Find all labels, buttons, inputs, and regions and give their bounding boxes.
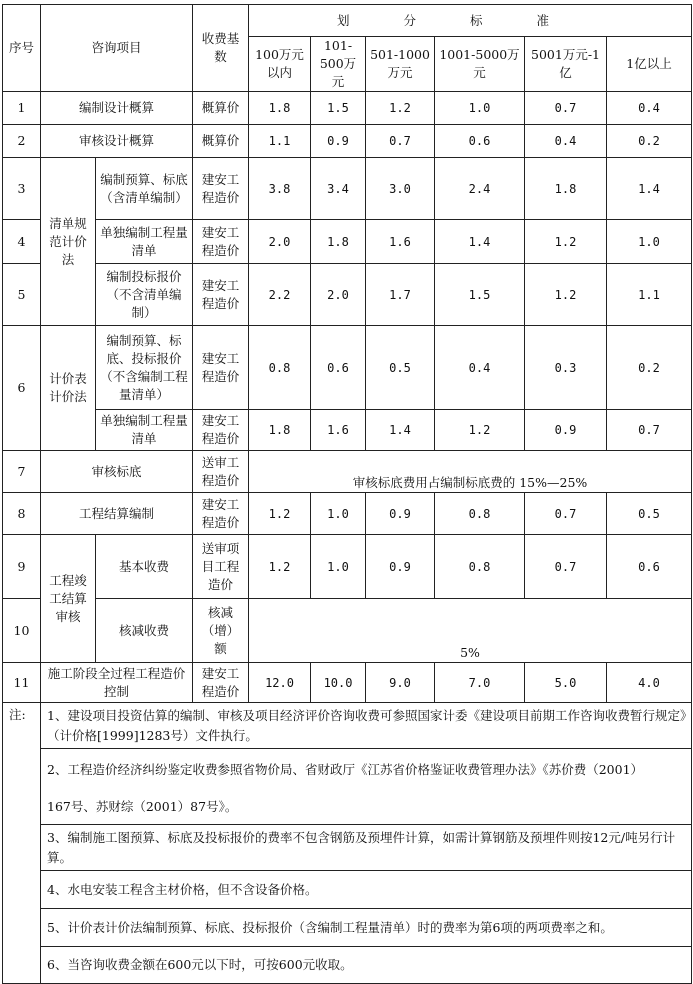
rate-cell: 0.5 xyxy=(607,493,692,535)
row-number: 1 xyxy=(3,92,41,125)
group-label: 工程竣工结算审核 xyxy=(41,535,96,663)
range-header: 100万元以内 xyxy=(249,37,311,92)
rate-cell: 1.4 xyxy=(435,220,525,264)
rate-cell: 1.4 xyxy=(607,158,692,220)
header-seq: 序号 xyxy=(3,5,41,92)
row-number: 3 xyxy=(3,158,41,220)
row-item: 核减收费 xyxy=(96,599,193,663)
range-header: 501-1000万元 xyxy=(366,37,435,92)
rate-cell: 0.7 xyxy=(366,125,435,158)
rate-cell: 0.6 xyxy=(607,535,692,599)
rate-cell: 2.4 xyxy=(435,158,525,220)
row-item: 编制预算、标底、投标报价（不含编制工程量清单） xyxy=(96,326,193,410)
note-item: 5、计价表计价法编制预算、标底、投标报价（含编制工程量清单）时的费率为第6项的两项费率之和。 xyxy=(41,909,692,947)
row-basis: 建安工程造价 xyxy=(193,264,249,326)
rate-cell: 1.8 xyxy=(525,158,607,220)
table-row xyxy=(3,410,692,451)
note-item: 6、当咨询收费金额在600元以下时，可按600元收取。 xyxy=(41,947,692,984)
note-item: 4、水电安装工程含主材价格，但不含设备价格。 xyxy=(41,871,692,909)
header-item: 咨询项目 xyxy=(41,5,193,92)
rate-cell: 0.4 xyxy=(435,326,525,410)
rate-cell: 0.7 xyxy=(525,535,607,599)
row-item: 审核设计概算 xyxy=(41,125,193,158)
row-item: 单独编制工程量清单 xyxy=(96,410,193,451)
table-row xyxy=(3,535,692,599)
row-item: 编制设计概算 xyxy=(41,92,193,125)
rate-cell: 10.0 xyxy=(311,663,366,703)
rate-cell: 0.5 xyxy=(366,326,435,410)
row-note: 5% xyxy=(249,599,692,663)
header-division: 划分标准 xyxy=(249,5,692,37)
rate-cell: 0.4 xyxy=(525,125,607,158)
rate-cell: 0.2 xyxy=(607,326,692,410)
rate-cell: 1.2 xyxy=(525,264,607,326)
note-item: 3、编制施工图预算、标底及投标报价的费率不包含钢筋及预埋件计算，如需计算钢筋及预埋件则按12元/吨另行计算。 xyxy=(41,825,692,871)
table-row xyxy=(3,92,692,125)
rate-cell: 1.7 xyxy=(366,264,435,326)
rate-cell: 12.0 xyxy=(249,663,311,703)
rate-cell: 1.8 xyxy=(249,410,311,451)
row-number: 10 xyxy=(3,599,41,663)
row-item: 审核标底 xyxy=(41,451,193,493)
rate-cell: 0.7 xyxy=(525,92,607,125)
table-row xyxy=(3,663,692,703)
row-number: 8 xyxy=(3,493,41,535)
rate-cell: 1.6 xyxy=(311,410,366,451)
row-basis: 概算价 xyxy=(193,125,249,158)
rate-cell: 4.0 xyxy=(607,663,692,703)
rate-cell: 1.1 xyxy=(249,125,311,158)
header-row xyxy=(3,5,692,37)
note-item: 2、工程造价经济纠纷鉴定收费参照省物价局、省财政厅《江苏省价格鉴证收费管理办法》《苏价费（2001） xyxy=(41,749,692,791)
note-row xyxy=(3,909,692,947)
row-number: 2 xyxy=(3,125,41,158)
rate-cell: 1.0 xyxy=(607,220,692,264)
row-number: 11 xyxy=(3,663,41,703)
rate-cell: 0.7 xyxy=(525,493,607,535)
table-row xyxy=(3,599,692,663)
row-basis: 建安工程造价 xyxy=(193,493,249,535)
table-row xyxy=(3,326,692,410)
row-number: 7 xyxy=(3,451,41,493)
row-basis: 建安工程造价 xyxy=(193,220,249,264)
rate-cell: 1.8 xyxy=(311,220,366,264)
rate-cell: 9.0 xyxy=(366,663,435,703)
rate-cell: 7.0 xyxy=(435,663,525,703)
header-basis: 收费基数 xyxy=(193,5,249,92)
notes-label: 注: xyxy=(3,703,41,984)
rate-cell: 3.0 xyxy=(366,158,435,220)
note-row xyxy=(3,703,692,749)
rate-cell: 0.9 xyxy=(366,493,435,535)
rate-cell: 1.2 xyxy=(249,535,311,599)
rate-cell: 0.8 xyxy=(435,535,525,599)
row-number: 9 xyxy=(3,535,41,599)
rate-cell: 0.6 xyxy=(311,326,366,410)
rate-cell: 5.0 xyxy=(525,663,607,703)
rate-cell: 0.3 xyxy=(525,326,607,410)
rate-cell: 2.2 xyxy=(249,264,311,326)
row-number: 5 xyxy=(3,264,41,326)
rate-cell: 1.5 xyxy=(435,264,525,326)
fee-standard-table xyxy=(2,4,692,984)
rate-cell: 2.0 xyxy=(249,220,311,264)
row-item: 单独编制工程量清单 xyxy=(96,220,193,264)
table-row xyxy=(3,158,692,220)
note-item: 167号、苏财综（2001）87号》。 xyxy=(41,791,692,825)
rate-cell: 1.8 xyxy=(249,92,311,125)
range-header: 101-500万元 xyxy=(311,37,366,92)
rate-cell: 1.2 xyxy=(366,92,435,125)
row-basis: 建安工程造价 xyxy=(193,663,249,703)
note-row xyxy=(3,871,692,909)
group-label: 计价表计价法 xyxy=(41,326,96,451)
row-item: 编制投标报价（不含清单编制） xyxy=(96,264,193,326)
row-item: 基本收费 xyxy=(96,535,193,599)
rate-cell: 1.0 xyxy=(435,92,525,125)
note-item: 1、建设项目投资估算的编制、审核及项目经济评价咨询收费可参照国家计委《建设项目前期工作咨询收费暂行规定》（计价格[1999]1283号）文件执行。 xyxy=(41,703,692,749)
rate-cell: 1.2 xyxy=(435,410,525,451)
range-header: 5001万元-1亿 xyxy=(525,37,607,92)
rate-cell: 1.1 xyxy=(607,264,692,326)
rate-cell: 1.6 xyxy=(366,220,435,264)
rate-cell: 1.2 xyxy=(525,220,607,264)
row-basis: 建安工程造价 xyxy=(193,158,249,220)
rate-cell: 0.7 xyxy=(607,410,692,451)
range-header: 1亿以上 xyxy=(607,37,692,92)
row-item: 施工阶段全过程工程造价控制 xyxy=(41,663,193,703)
note-row xyxy=(3,947,692,984)
table-row xyxy=(3,125,692,158)
range-header: 1001-5000万元 xyxy=(435,37,525,92)
rate-cell: 0.2 xyxy=(607,125,692,158)
row-basis: 概算价 xyxy=(193,92,249,125)
rate-cell: 3.8 xyxy=(249,158,311,220)
rate-cell: 0.6 xyxy=(435,125,525,158)
rate-cell: 0.9 xyxy=(366,535,435,599)
rate-cell: 3.4 xyxy=(311,158,366,220)
row-item: 工程结算编制 xyxy=(41,493,193,535)
row-note: 审核标底费用占编制标底费的 15%—25% xyxy=(249,451,692,493)
rate-cell: 0.8 xyxy=(435,493,525,535)
rate-cell: 0.4 xyxy=(607,92,692,125)
row-basis: 建安工程造价 xyxy=(193,326,249,410)
rate-cell: 0.9 xyxy=(525,410,607,451)
row-item: 编制预算、标底（含清单编制） xyxy=(96,158,193,220)
note-row xyxy=(3,749,692,791)
table-row xyxy=(3,264,692,326)
group-label: 清单规范计价法 xyxy=(41,158,96,326)
rate-cell: 1.2 xyxy=(249,493,311,535)
rate-cell: 0.9 xyxy=(311,125,366,158)
row-basis: 送审工程造价 xyxy=(193,451,249,493)
rate-cell: 1.0 xyxy=(311,535,366,599)
note-row xyxy=(3,825,692,871)
table-row xyxy=(3,493,692,535)
rate-cell: 2.0 xyxy=(311,264,366,326)
rate-cell: 1.4 xyxy=(366,410,435,451)
table-row xyxy=(3,220,692,264)
row-basis: 核减（增）额 xyxy=(193,599,249,663)
table-row xyxy=(3,451,692,493)
row-number: 4 xyxy=(3,220,41,264)
rate-cell: 1.0 xyxy=(311,493,366,535)
row-basis: 送审项目工程造价 xyxy=(193,535,249,599)
rate-cell: 0.8 xyxy=(249,326,311,410)
rate-cell: 1.5 xyxy=(311,92,366,125)
row-number: 6 xyxy=(3,326,41,451)
row-basis: 建安工程造价 xyxy=(193,410,249,451)
note-row xyxy=(3,791,692,825)
